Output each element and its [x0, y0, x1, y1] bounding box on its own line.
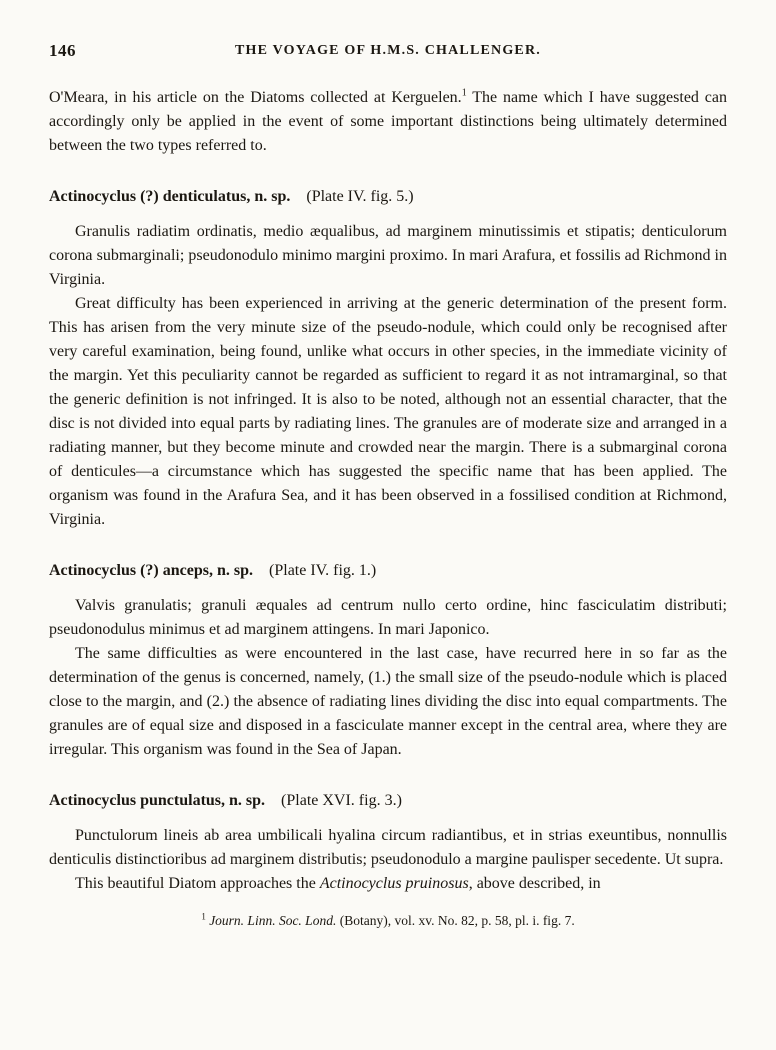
species-name: Actinocyclus (?) denticulatus, n. sp. — [49, 188, 291, 205]
discussion-text-after-species: , above described, in — [468, 875, 601, 892]
species-heading — [49, 185, 727, 209]
species-heading — [49, 789, 727, 813]
species-section-punctulatus — [49, 789, 727, 896]
intro-paragraph — [49, 86, 727, 158]
species-heading — [49, 559, 727, 583]
discussion-paragraph — [49, 872, 727, 896]
running-title: THE VOYAGE OF H.M.S. CHALLENGER. — [235, 43, 541, 58]
intro-text-after-reference: The name which I have suggested can accordingly only be applied in the event of some important distinctions being ultimately determined between the two types referred to. — [49, 89, 728, 154]
discussion-paragraph: Great difficulty has been experienced in arriving at the generic determination of the present form. This has arisen from the very minute size of the pseudo-nodule, which could only be recognised after very careful examination, being found, unlike what occurs in other species, in the immediate vicinity of the margin. Yet this peculiarity cannot be regarded as sufficient to regard it as not intramarginal, so that the generic definition is not infringed. It is also to be noted, although not an essential character, that the disc is not divided into equal parts by radiating lines. The granules are of moderate size and arranged in a radiating manner, but they become minute and crowded near the margin. There is a submarginal corona of denticules—a circumstance which has suggested the specific name that has been applied. The organism was found in the Arafura Sea, and it has been observed in a fossilised condition at Richmond, Virginia. — [49, 295, 727, 528]
intro-text-before-reference: O'Meara, in his article on the Diatoms collected at Kerguelen. — [49, 89, 462, 106]
footnote-marker: 1 — [201, 911, 206, 922]
discussion-paragraph: The same difficulties as were encountered in the last case, have recurred here in so far as the determination of the genus is concerned, namely, (1.) the small size of the pseudo-nodule which is placed close to the margin, and (2.) the absence of radiating lines dividing the disc into equal compartments. The granules are of equal size and disposed in a fasciculate manner except in the central area, where they are irregular. This organism was found in the Sea of Japan. — [49, 645, 727, 758]
page-header — [49, 40, 727, 64]
latin-diagnosis: Granulis radiatim ordinatis, medio æqualibus, ad marginem minutissimis et stipatis; denticulorum corona submarginali; pseudonodulo minimo margini proximo. In mari Arafura, et fossilis ad Richmond in Virginia. — [49, 223, 727, 288]
footnote-reference-marker: 1 — [461, 87, 467, 99]
species-section-denticulatus — [49, 185, 727, 532]
page-number: 146 — [49, 41, 76, 60]
latin-diagnosis: Valvis granulatis; granuli æquales ad centrum nullo certo ordine, hinc fasciculatim distributi; pseudonodulus minimus et ad marginem attingens. In mari Japonico. — [49, 597, 727, 638]
species-name: Actinocyclus punctulatus, n. sp. — [49, 792, 266, 809]
species-name: Actinocyclus (?) anceps, n. sp. — [49, 562, 254, 579]
footnote — [49, 912, 727, 930]
plate-reference: (Plate XVI. fig. 3.) — [281, 792, 402, 809]
discussion-text-before-species: This beautiful Diatom approaches the — [75, 875, 320, 892]
footnote-source-italic: Journ. Linn. Soc. Lond. — [209, 913, 337, 928]
latin-diagnosis: Punctulorum lineis ab area umbilicali hyalina circum radiantibus, et in strias exeuntibus, nonnullis denticulis distinctioribus ad marginem distributis; pseudonodulo a margine paulisper secedente. Ut supra. — [49, 827, 727, 868]
footnote-text: (Botany), vol. xv. No. 82, p. 58, pl. i. fig. 7. — [336, 913, 575, 928]
species-name-italic: Actinocyclus pruinosus — [319, 875, 469, 892]
species-section-anceps — [49, 559, 727, 762]
plate-reference: (Plate IV. fig. 1.) — [269, 562, 377, 579]
page-body — [49, 86, 727, 930]
plate-reference: (Plate IV. fig. 5.) — [306, 188, 414, 205]
